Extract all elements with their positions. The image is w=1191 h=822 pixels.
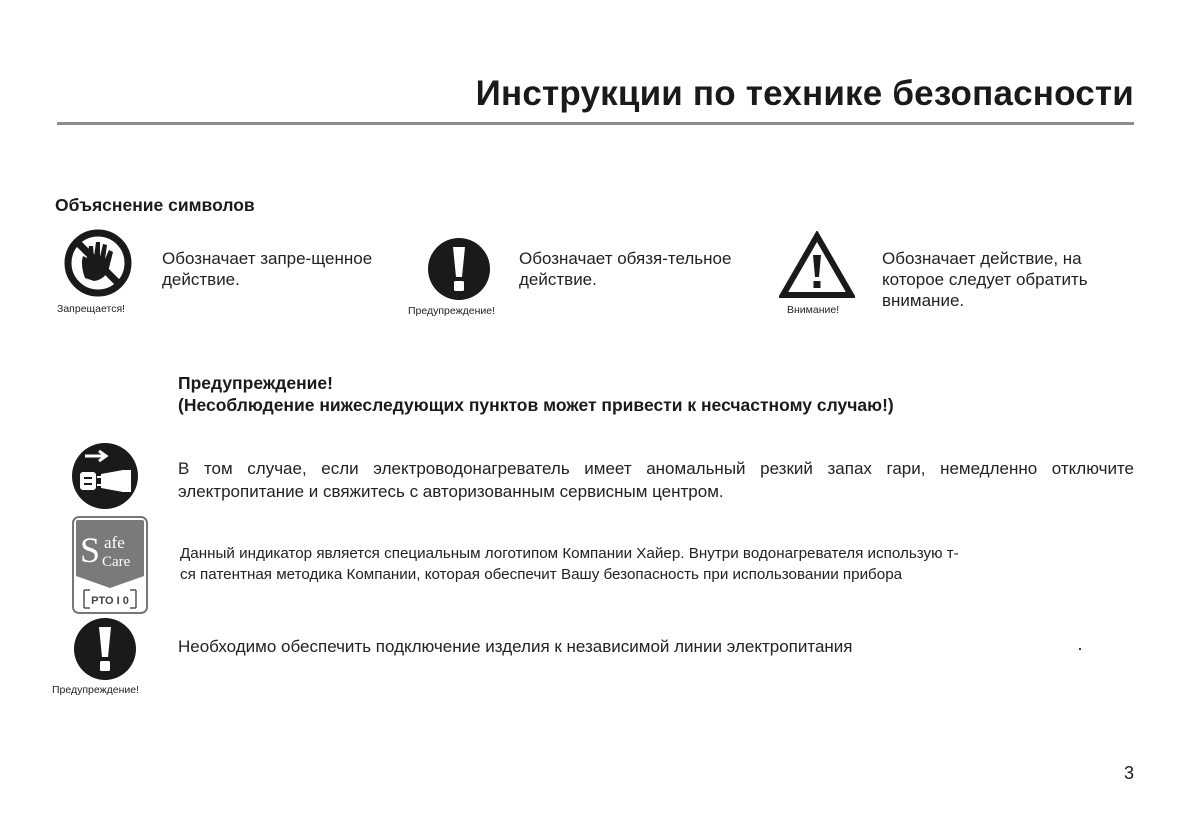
symbol-description-prohibited: Обозначает запре-щенное действие. xyxy=(162,249,373,289)
exclamation-circle-icon xyxy=(73,617,137,681)
symbols-section-title: Объяснение символов xyxy=(55,195,255,215)
logo-text-care: Care xyxy=(102,554,131,570)
warning-heading-line1: Предупреждение! xyxy=(178,373,333,393)
item-text-safe-care xyxy=(180,543,959,585)
no-hand-icon xyxy=(64,229,132,297)
exclamation-circle-icon xyxy=(427,237,491,301)
symbol-caption-attention: Внимание! xyxy=(787,304,840,316)
logo-text-afe: afe xyxy=(104,533,125,552)
symbol-caption-prohibited: Запрещается! xyxy=(57,303,126,315)
item-text-odor: В том случае, если электроводонагреватель имеет аномальный резкий запах гари, немедленно отключите электропитание и свяжитесь с авторизованным сервисным центром. xyxy=(178,459,1134,501)
item-caption-warning: Предупреждение! xyxy=(52,684,140,696)
logo-letter-s: S xyxy=(80,530,101,570)
page-title: Инструкции по технике безопасности xyxy=(475,74,1134,113)
warning-heading-line2: (Несоблюдение нижеследующих пунктов может привести к несчастному случаю!) xyxy=(178,395,894,415)
symbol-description-mandatory: Обозначает обязя-тельное действие. xyxy=(519,249,732,289)
title-divider xyxy=(57,122,1134,125)
warning-heading xyxy=(178,372,894,416)
item-text-safe-care-line1: Данный индикатор является специальным логотипом Компании Хайер. Внутри водонагревателя использую т- xyxy=(180,545,959,562)
logo-code: PTO I 0 xyxy=(91,595,129,607)
unplug-icon xyxy=(71,442,139,510)
item-text-safe-care-line2: ся патентная методика Компании, которая обеспечит Вашу безопасность при использовании прибора xyxy=(180,566,903,583)
stray-dot xyxy=(1079,648,1081,650)
safe-care-logo-icon xyxy=(72,516,148,614)
symbol-description-attention: Обозначает действие, на которое следует обратить внимание. xyxy=(882,249,1088,310)
symbol-caption-mandatory: Предупреждение! xyxy=(408,305,496,317)
warning-triangle-icon xyxy=(779,231,855,299)
item-text-power-line: Необходимо обеспечить подключение изделия к независимой линии электропитания xyxy=(178,637,853,656)
page-number: 3 xyxy=(1123,763,1134,783)
